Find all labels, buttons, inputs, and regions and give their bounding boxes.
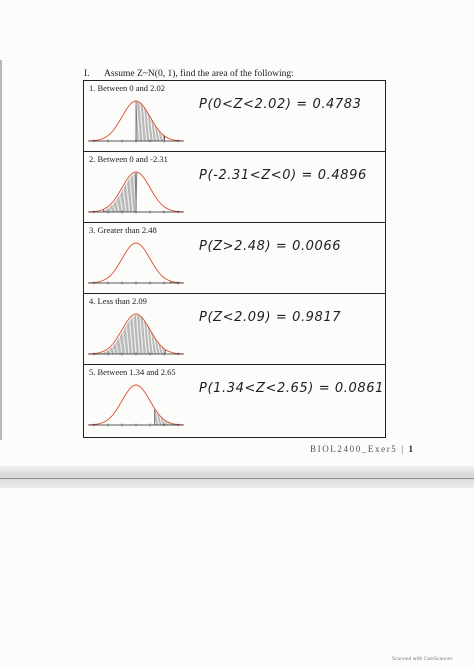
- question-label: 4. Less than 2.09: [89, 296, 147, 306]
- shading-stroke: [133, 174, 134, 212]
- shading-stroke: [123, 187, 124, 212]
- shading-stroke: [157, 342, 158, 354]
- handwritten-answer: P(1.34<Z<2.65) = 0.0861: [199, 381, 385, 396]
- shading-stroke: [149, 328, 150, 354]
- question-row-3: [84, 223, 385, 294]
- shading-stroke: [159, 416, 160, 425]
- shading-stroke: [118, 338, 119, 354]
- shading-stroke: [161, 347, 162, 354]
- shading-stroke: [144, 322, 145, 354]
- shading-stroke: [130, 176, 131, 212]
- shading-stroke: [160, 417, 161, 425]
- shading-stroke: [129, 320, 130, 354]
- shading-stroke: [151, 120, 152, 141]
- scan-fold-shadow: [0, 466, 474, 488]
- shading-stroke: [156, 340, 157, 354]
- page-footer: [310, 444, 415, 454]
- question-row-4: [84, 294, 385, 365]
- handwritten-answer: P(0<Z<2.02) = 0.4783: [199, 97, 362, 112]
- scan-fold-line: [0, 478, 474, 479]
- shading-stroke: [150, 331, 151, 354]
- shading-stroke: [143, 107, 144, 141]
- shading-stroke: [122, 189, 123, 212]
- course-code: BIOL2400_Exer5: [310, 444, 398, 454]
- normal-curve-sketch: [86, 233, 186, 293]
- scanner-watermark: Scanned with CamScanner: [392, 657, 453, 662]
- shading-stroke: [129, 178, 130, 212]
- normal-curve-sketch: [86, 304, 186, 364]
- shading-stroke: [107, 351, 108, 354]
- shading-stroke: [147, 326, 148, 354]
- shading-stroke: [139, 316, 140, 354]
- shading-stroke: [158, 344, 159, 354]
- shading-stroke: [157, 129, 158, 141]
- shading-stroke: [120, 191, 121, 212]
- shading-stroke: [156, 412, 157, 425]
- shading-stroke: [111, 347, 112, 354]
- shading-stroke: [122, 331, 123, 354]
- question-label: 3. Greater than 2.48: [89, 225, 157, 235]
- normal-curve-sketch: [86, 162, 186, 222]
- shading-stroke: [128, 322, 129, 354]
- shading-stroke: [142, 318, 143, 354]
- shading-stroke: [135, 315, 136, 354]
- shading-stroke: [115, 200, 116, 212]
- heading-text: Assume Z~N(0, 1), find the area of the following:: [104, 69, 294, 79]
- shading-stroke: [153, 123, 154, 141]
- scan-edge-mark: [0, 60, 2, 440]
- question-label: 5. Between 1.34 and 2.65: [89, 367, 176, 377]
- normal-curve-line: [90, 385, 182, 425]
- shading-stroke: [116, 340, 117, 354]
- shading-stroke: [163, 348, 164, 354]
- shading-stroke: [163, 135, 164, 141]
- questions-table: [83, 80, 386, 438]
- shading-stroke: [133, 316, 134, 354]
- shading-stroke: [106, 209, 107, 212]
- shading-stroke: [146, 111, 147, 141]
- shading-stroke: [132, 175, 133, 212]
- shading-stroke: [112, 346, 113, 354]
- shading-stroke: [105, 351, 106, 354]
- shading-stroke: [134, 173, 135, 212]
- shading-stroke: [114, 344, 115, 354]
- heading-number: I.: [84, 69, 90, 79]
- shading-stroke: [112, 204, 113, 212]
- shading-stroke: [156, 127, 157, 141]
- shading-stroke: [137, 102, 138, 141]
- footer-separator: |: [401, 444, 409, 454]
- shading-stroke: [132, 317, 133, 354]
- handwritten-answer: P(Z>2.48) = 0.0066: [199, 239, 342, 254]
- shading-stroke: [125, 326, 126, 354]
- shading-stroke: [109, 207, 110, 212]
- shading-stroke: [150, 118, 151, 141]
- question-row-2: [84, 152, 385, 223]
- shading-stroke: [105, 210, 106, 212]
- shading-stroke: [160, 133, 161, 141]
- shading-stroke: [166, 422, 167, 425]
- shading-stroke: [154, 338, 155, 354]
- shading-stroke: [130, 318, 131, 354]
- shading-stroke: [144, 109, 145, 141]
- shading-stroke: [113, 202, 114, 212]
- shading-stroke: [139, 103, 140, 141]
- shading-stroke: [146, 324, 147, 354]
- shading-stroke: [111, 205, 112, 212]
- question-row-1: [84, 81, 385, 152]
- shading-stroke: [154, 125, 155, 141]
- shading-stroke: [158, 414, 159, 425]
- shading-stroke: [161, 134, 162, 141]
- shading-stroke: [136, 315, 137, 354]
- shading-stroke: [162, 419, 163, 425]
- question-label: 1. Between 0 and 2.02: [89, 83, 166, 93]
- shading-stroke: [147, 113, 148, 141]
- shading-stroke: [125, 184, 126, 212]
- handwritten-answer: P(-2.31<Z<0) = 0.4896: [199, 168, 367, 183]
- shading-stroke: [109, 348, 110, 354]
- normal-curve-line: [90, 243, 182, 283]
- shading-stroke: [115, 342, 116, 354]
- shading-stroke: [126, 324, 127, 354]
- shading-stroke: [118, 196, 119, 212]
- shading-stroke: [151, 333, 152, 354]
- shading-stroke: [137, 315, 138, 354]
- normal-curve-sketch: [86, 375, 186, 435]
- page-number: 1: [408, 444, 415, 454]
- handwritten-answer: P(Z<2.09) = 0.9817: [199, 310, 342, 325]
- shading-stroke: [142, 105, 143, 141]
- shading-stroke: [160, 346, 161, 354]
- shading-stroke: [123, 328, 124, 354]
- shading-stroke: [119, 194, 120, 212]
- shading-stroke: [143, 320, 144, 354]
- shading-stroke: [165, 421, 166, 425]
- question-label: 2. Between 0 and -2.31: [89, 154, 168, 164]
- shading-stroke: [126, 182, 127, 212]
- shading-stroke: [116, 198, 117, 212]
- shading-stroke: [140, 104, 141, 141]
- shading-stroke: [127, 180, 128, 212]
- shading-stroke: [153, 336, 154, 354]
- shading-stroke: [119, 336, 120, 354]
- normal-curve-sketch: [86, 91, 186, 151]
- question-row-5: [84, 365, 385, 437]
- shading-stroke: [121, 333, 122, 354]
- shading-stroke: [140, 317, 141, 354]
- shading-stroke: [149, 115, 150, 141]
- shading-stroke: [158, 131, 159, 141]
